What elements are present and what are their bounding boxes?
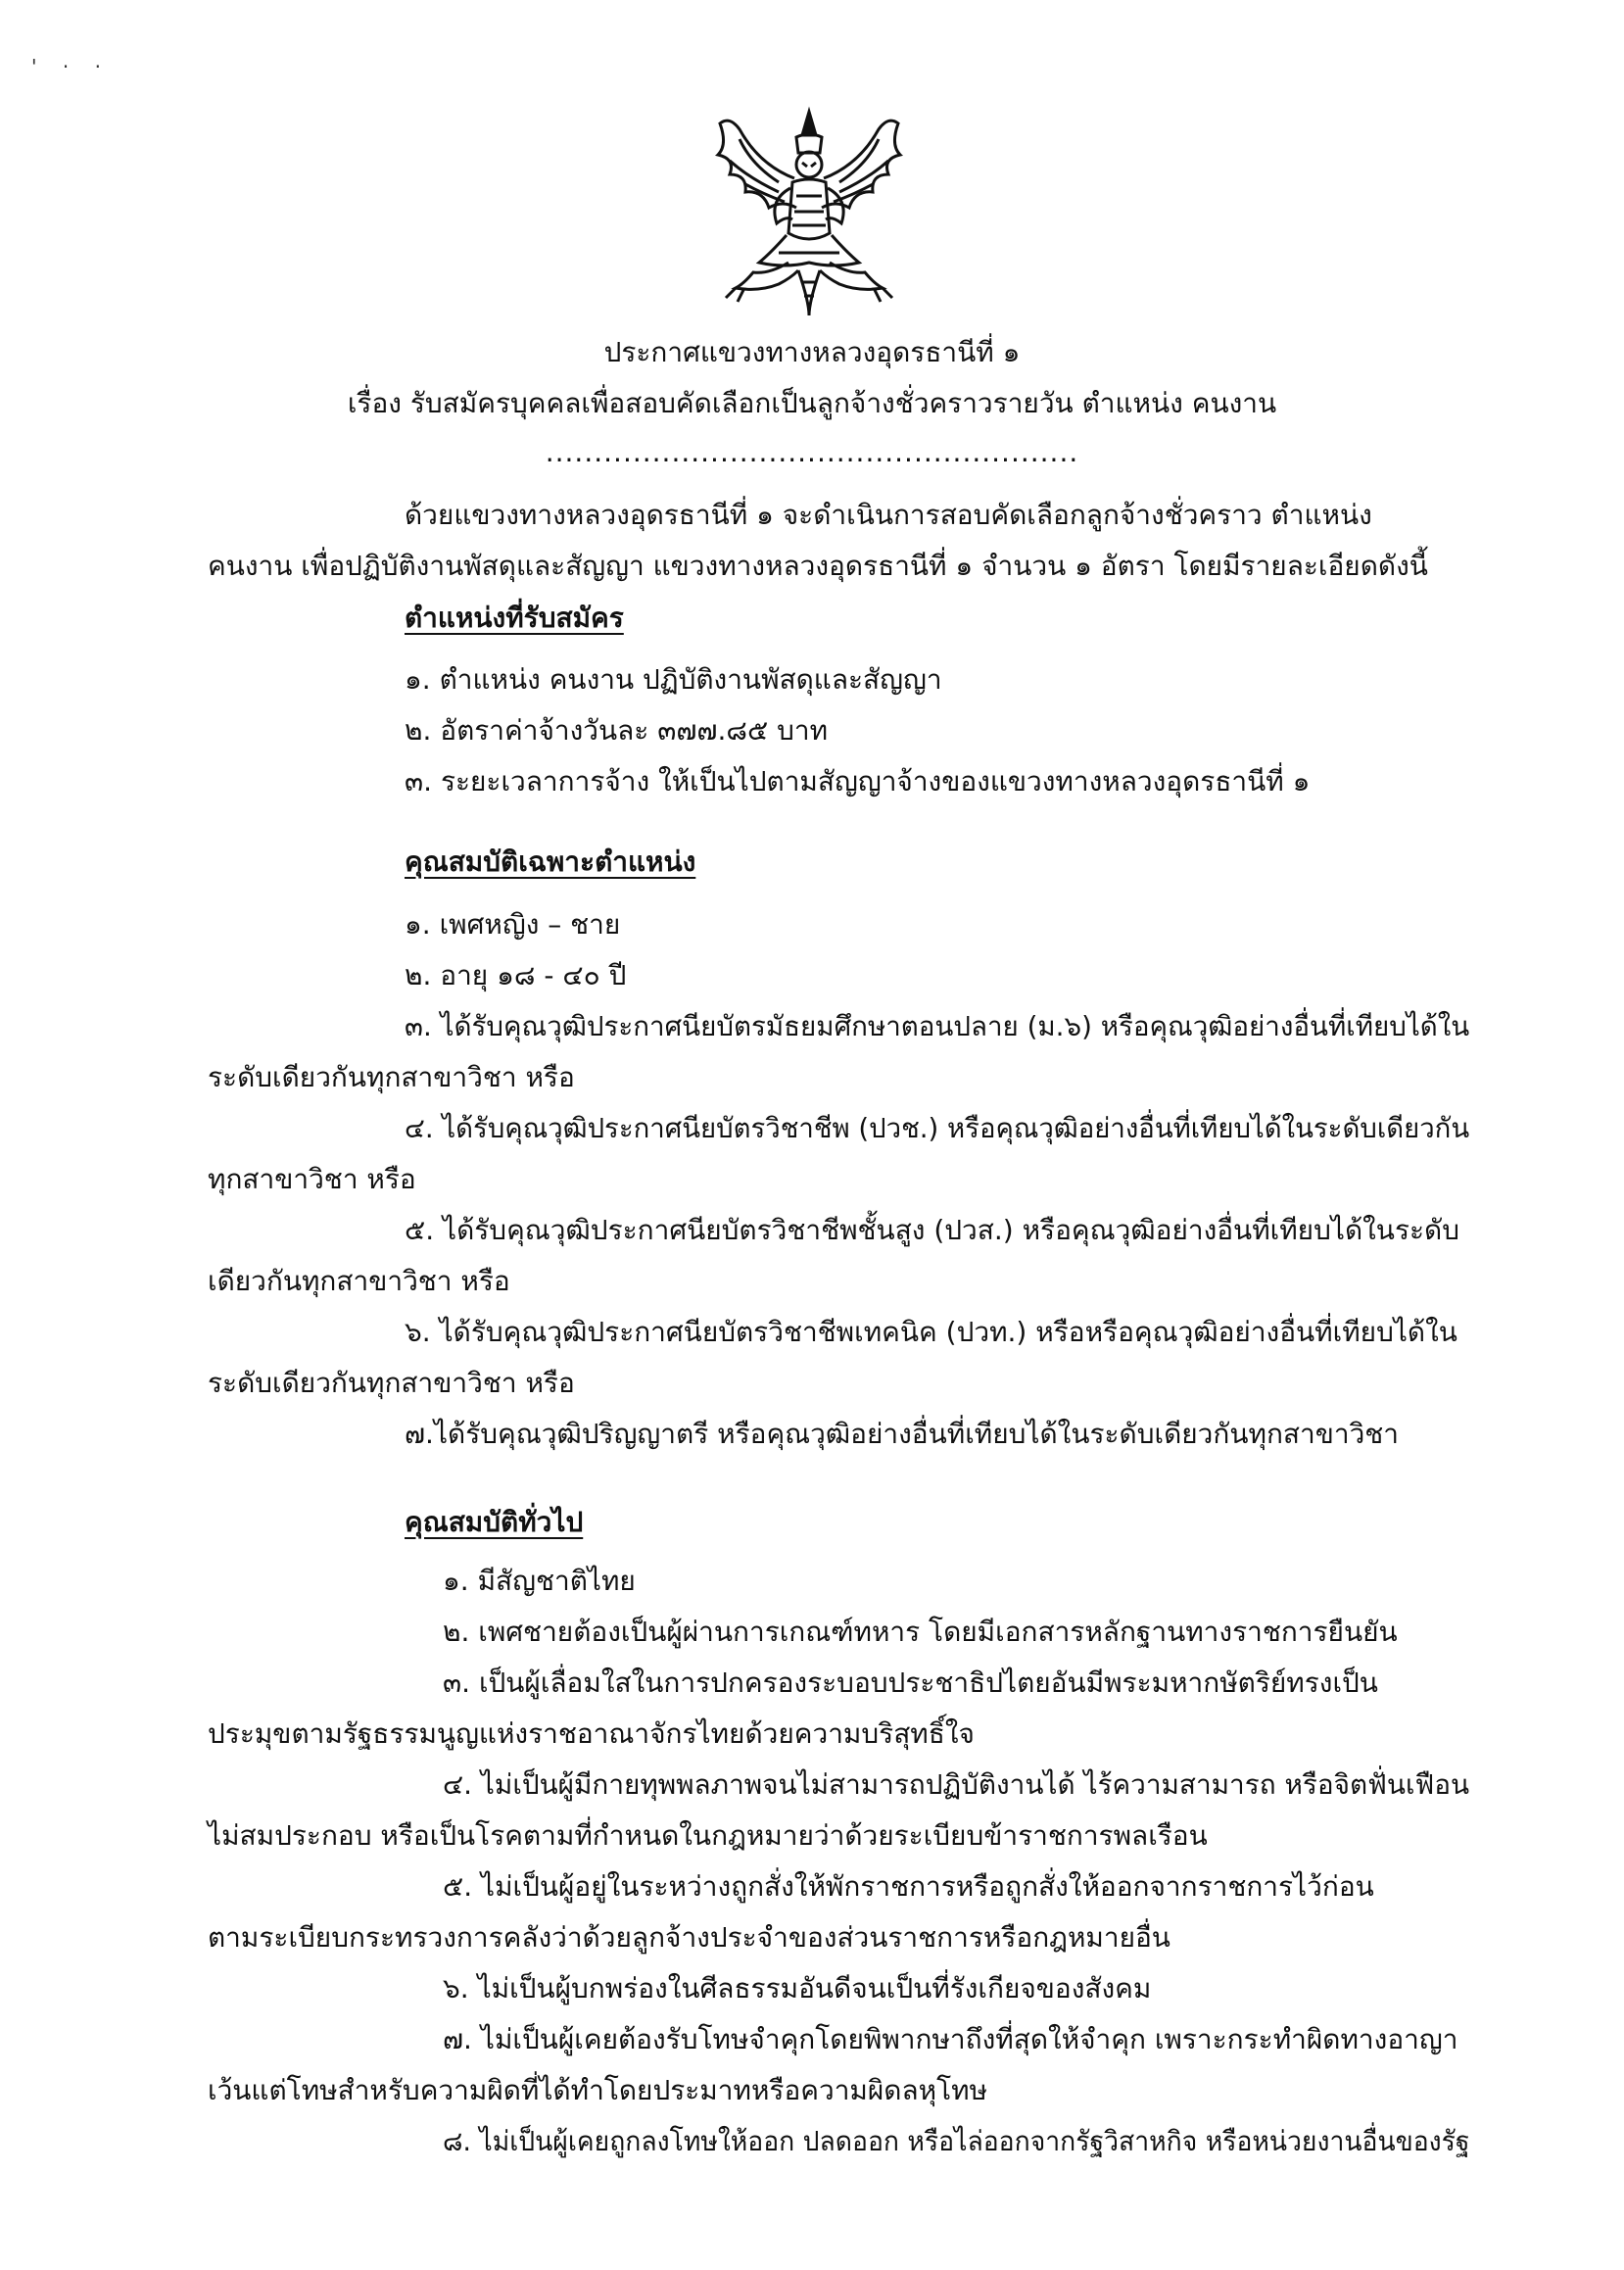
general-qualification-line: ๒. เพศชายต้องเป็นผู้ผ่านการเกณฑ์ทหาร โดยมีเอกสารหลักฐานทางราชการยืนยัน	[443, 1616, 1398, 1648]
general-qualification-line: ตามระเบียบกระทรวงการคลังว่าด้วยลูกจ้างประจำของส่วนราชการหรือกฎหมายอื่น	[208, 1921, 1170, 1954]
intro-paragraph-line: ด้วยแขวงทางหลวงอุดรธานีที่ ๑ จะดำเนินการสอบคัดเลือกลูกจ้างชั่วคราว ตำแหน่ง	[405, 499, 1372, 531]
section-heading-position: ตำแหน่งที่รับสมัคร	[405, 602, 624, 634]
qualification-line: ระดับเดียวกันทุกสาขาวิชา หรือ	[208, 1061, 575, 1093]
general-qualification-line: ประมุขตามรัฐธรรมนูญแห่งราชอาณาจักรไทยด้วยความบริสุทธิ์ใจ	[208, 1717, 975, 1750]
general-qualification-line: ๔. ไม่เป็นผู้มีกายทุพพลภาพจนไม่สามารถปฏิบัติงานได้ ไร้ความสามารถ หรือจิตฟั่นเฟือน	[443, 1768, 1470, 1801]
qualification-line: ๕. ได้รับคุณวุฒิประกาศนียบัตรวิชาชีพชั้นสูง (ปวส.) หรือคุณวุฒิอย่างอื่นที่เทียบได้ในระดับ	[405, 1214, 1459, 1246]
general-qualification-line: ๑. มีสัญชาติไทย	[443, 1565, 636, 1597]
position-item: ๓. ระยะเวลาการจ้าง ให้เป็นไปตามสัญญาจ้างของแขวงทางหลวงอุดรธานีที่ ๑	[405, 765, 1311, 797]
qualification-line: เดียวกันทุกสาขาวิชา หรือ	[208, 1265, 510, 1297]
garuda-emblem-icon	[700, 106, 918, 319]
general-qualification-line: ๖. ไม่เป็นผู้บกพร่องในศีลธรรมอันดีจนเป็นที่รังเกียจของสังคม	[443, 1972, 1152, 2004]
announcement-subject: เรื่อง รับสมัครบุคคลเพื่อสอบคัดเลือกเป็นลูกจ้างชั่วคราวรายวัน ตำแหน่ง คนงาน	[347, 387, 1277, 419]
intro-paragraph-line: คนงาน เพื่อปฏิบัติงานพัสดุและสัญญา แขวงทางหลวงอุดรธานีที่ ๑ จำนวน ๑ อัตรา โดยมีรายละเอียดดังนี้	[208, 550, 1428, 582]
section-heading-general: คุณสมบัติทั่วไป	[405, 1506, 584, 1538]
announcement-title: ประกาศแขวงทางหลวงอุดรธานีที่ ๑	[603, 336, 1021, 368]
separator: .......................................................	[545, 436, 1079, 468]
qualification-line: ๒. อายุ ๑๘ - ๔๐ ปี	[405, 959, 627, 991]
general-qualification-line: เว้นแต่โทษสำหรับความผิดที่ได้ทำโดยประมาทหรือความผิดลหุโทษ	[208, 2074, 988, 2106]
general-qualification-line: ไม่สมประกอบ หรือเป็นโรคตามที่กำหนดในกฎหมายว่าด้วยระเบียบข้าราชการพลเรือน	[208, 1819, 1208, 1852]
qualification-line: ระดับเดียวกันทุกสาขาวิชา หรือ	[208, 1367, 575, 1399]
qualification-line: ๔. ได้รับคุณวุฒิประกาศนียบัตรวิชาชีพ (ปวช.) หรือคุณวุฒิอย่างอื่นที่เทียบได้ในระดับเดียวกัน	[405, 1112, 1470, 1144]
qualification-line: ๗.ได้รับคุณวุฒิปริญญาตรี หรือคุณวุฒิอย่างอื่นที่เทียบได้ในระดับเดียวกันทุกสาขาวิชา	[405, 1418, 1400, 1450]
general-qualification-line: ๓. เป็นผู้เลื่อมใสในการปกครองระบอบประชาธิปไตยอันมีพระมหากษัตริย์ทรงเป็น	[443, 1666, 1378, 1699]
section-heading-specific: คุณสมบัติเฉพาะตำแหน่ง	[405, 845, 696, 878]
general-qualification-line: ๘. ไม่เป็นผู้เคยถูกลงโทษให้ออก ปลดออก หรือไล่ออกจากรัฐวิสาหกิจ หรือหน่วยงานอื่นของรัฐ	[443, 2125, 1470, 2157]
qualification-line: ทุกสาขาวิชา หรือ	[208, 1163, 416, 1195]
general-qualification-line: ๗. ไม่เป็นผู้เคยต้องรับโทษจำคุกโดยพิพากษาถึงที่สุดให้จำคุก เพราะกระทำผิดทางอาญา	[443, 2023, 1458, 2055]
position-item: ๑. ตำแหน่ง คนงาน ปฏิบัติงานพัสดุและสัญญา	[405, 663, 942, 696]
qualification-line: ๑. เพศหญิง – ชาย	[405, 908, 621, 941]
position-item: ๒. อัตราค่าจ้างวันละ ๓๗๗.๘๕ บาท	[405, 714, 829, 747]
scan-mark: ' · ·	[31, 55, 111, 78]
qualification-line: ๓. ได้รับคุณวุฒิประกาศนียบัตรมัธยมศึกษาตอนปลาย (ม.๖) หรือคุณวุฒิอย่างอื่นที่เทียบได้ใน	[405, 1010, 1470, 1042]
qualification-line: ๖. ได้รับคุณวุฒิประกาศนียบัตรวิชาชีพเทคนิค (ปวท.) หรือหรือคุณวุฒิอย่างอื่นที่เทียบได้ใน	[405, 1316, 1457, 1348]
general-qualification-line: ๕. ไม่เป็นผู้อยู่ในระหว่างถูกสั่งให้พักราชการหรือถูกสั่งให้ออกจากราชการไว้ก่อน	[443, 1870, 1374, 1903]
